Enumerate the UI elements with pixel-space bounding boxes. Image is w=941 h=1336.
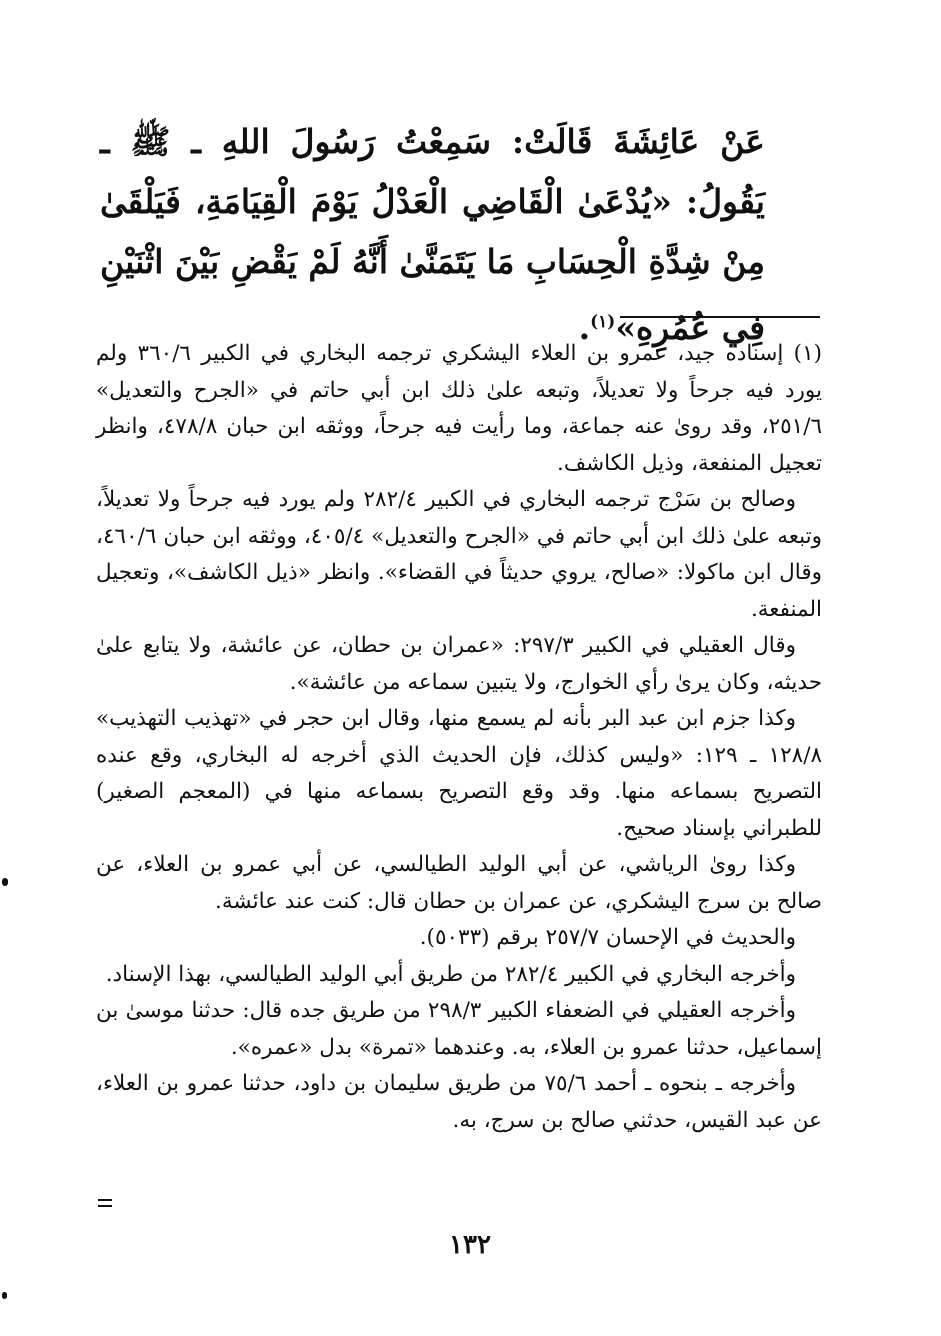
footnote-paragraph: وأخرجه ـ بنحوه ـ أحمد ٧٥/٦ من طريق سليمان بن داود، حدثنا عمرو بن العلاء، عن عبد القيس، حدثني صالح بن سرج، به. xyxy=(96,1071,822,1133)
scan-speck xyxy=(98,1205,112,1207)
footnotes-block xyxy=(96,336,822,1139)
hadith-text: عَنْ عَائِشَةَ قَالَتْ: سَمِعْتُ رَسُولَ اللهِ ـ ﷺ ـ يَقُولُ: «يُدْعَىٰ الْقَاضِي الْعَدْلُ يَوْمَ الْقِيَامَةِ، فَيَلْقَىٰ مِنْ شِدَّةِ الْحِسَابِ مَا يَتَمَنَّىٰ أَنَّهُ لَمْ يَقْضِ بَيْنَ اثْنَيْنِ فِي عُمُرِهِ» xyxy=(100,122,765,347)
hadith-end-mark: . xyxy=(578,308,591,347)
page-number: ١٣٢ xyxy=(449,1230,491,1260)
hadith-text-block xyxy=(100,112,765,358)
scan-speck xyxy=(2,1292,7,1299)
footnote-paragraph: وكذا جزم ابن عبد البر بأنه لم يسمع منها، وقال ابن حجر في «تهذيب التهذيب» ١٢٨/٨ ـ ١٢٩: «وليس كذلك، فإن الحديث الذي أخرجه له البخاري، وقع عنده التصريح بسماعه منها. وقد وقع التصريح بسماعه منها في (المعجم الصغير) للطبراني بإسناد صحيح. xyxy=(96,706,822,841)
footnote-paragraph: وأخرجه العقيلي في الضعفاء الكبير ٢٩٨/٣ من طريق جده قال: حدثنا موسىٰ بن إسماعيل، حدثنا عمرو بن العلاء، به. وعندهما «تمرة» بدل «عمره». xyxy=(96,998,822,1060)
footnote-paragraph: وصالح بن سَرْج ترجمه البخاري في الكبير ٢٨٢/٤ ولم يورد فيه جرحاً ولا تعديلاً، وتبعه علىٰ ذلك ابن أبي حاتم في «الجرح والتعديل» ٤٠٥/٤، ووثقه ابن حبان ٤٦٠/٦، وقال ابن ماكولا: «صالح، يروي حديثاً في القضاء». وانظر «ذيل الكاشف»، وتعجيل المنفعة. xyxy=(96,487,822,622)
footnote-paragraph: والحديث في الإحسان ٢٥٧/٧ برقم (٥٠٣٣). xyxy=(419,925,796,950)
scan-speck xyxy=(2,878,8,886)
scan-speck xyxy=(98,1199,112,1201)
footnote-paragraph: وكذا روىٰ الرياشي، عن أبي الوليد الطيالسي، عن أبي عمرو بن العلاء، عن صالح بن سرج اليشكري، عن عمران بن حطان قال: كنت عند عائشة. xyxy=(96,852,822,914)
footnote-separator xyxy=(620,316,820,318)
footnote-paragraph: وأخرجه البخاري في الكبير ٢٨٢/٤ من طريق أبي الوليد الطيالسي، بهذا الإسناد. xyxy=(105,961,796,987)
footnote-paragraph: (١) إسناده جيد، عمرو بن العلاء اليشكري ترجمه البخاري في الكبير ٣٦٠/٦ ولم يورد فيه جرحاً ولا تعديلاً، وتبعه علىٰ ذلك ابن أبي حاتم في «الجرح والتعديل» ٢٥١/٦، وقد روىٰ عنه جماعة، وما رأيت فيه جرحاً، ووثقه ابن حبان ٤٧٨/٨، وانظر تعجيل المنفعة، وذيل الكاشف. xyxy=(96,341,823,476)
footnote-paragraph: وقال العقيلي في الكبير ٢٩٧/٣: «عمران بن حطان، عن عائشة، ولا يتابع علىٰ حديثه، وكان يرىٰ رأي الخوارج، ولا يتبين سماعه من عائشة». xyxy=(96,633,822,695)
footnote-reference: (١) xyxy=(590,312,616,332)
